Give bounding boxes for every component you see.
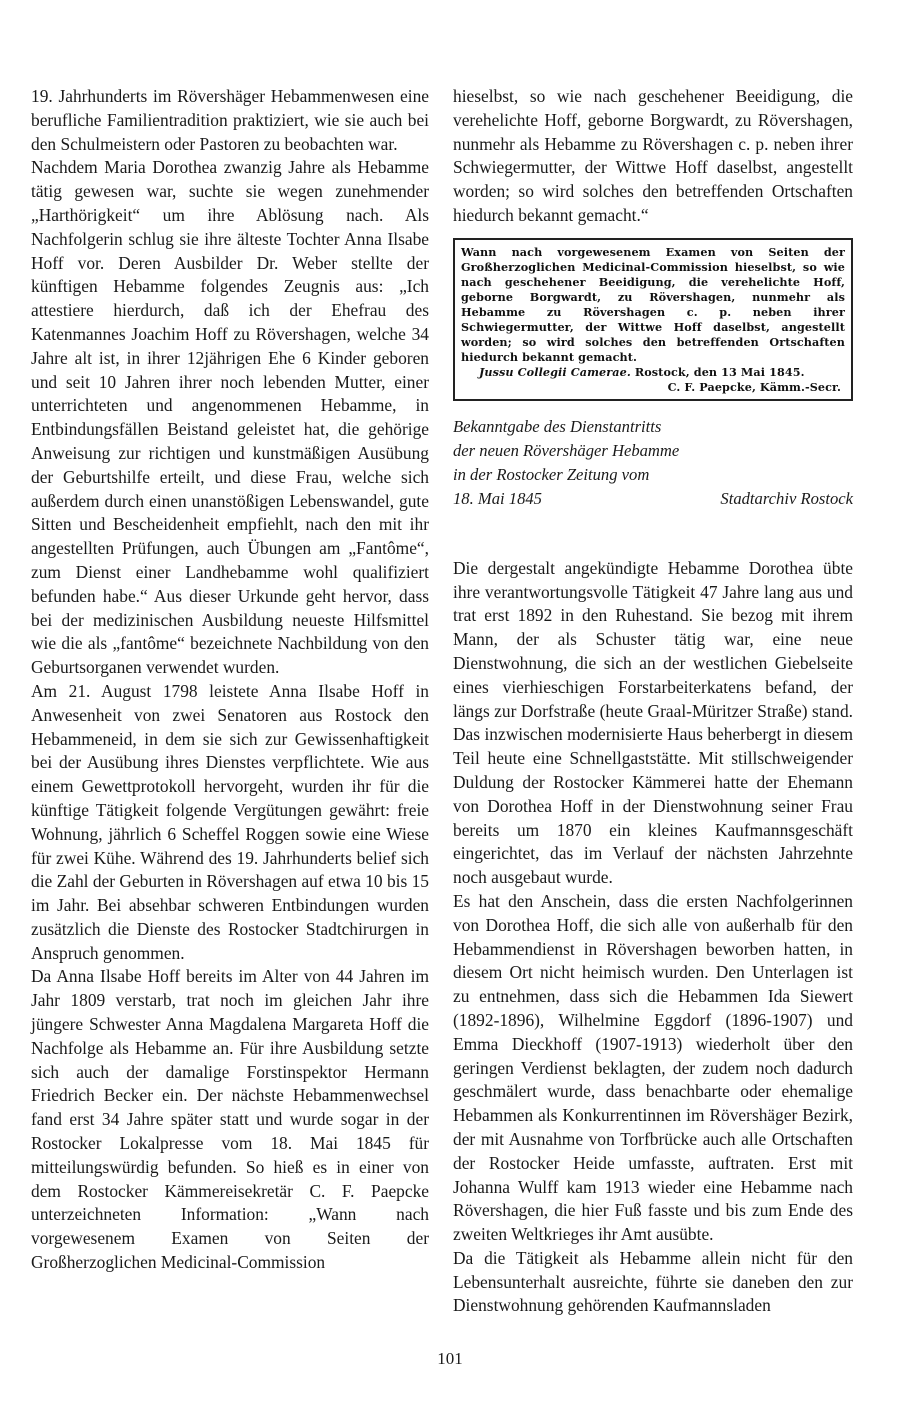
paragraph-nachfolgerinnen: Es hat den Anschein, dass die ersten Nachfolgerinnen von Dorothea Hoff, die sich alle von außerhalb für den Hebammendienst in Rövershagen beworben hatten, in diesem Ort nicht heimisch wurden. Den Unterlagen ist zu entnehmen, dass sich die Hebammen Ida Siewert (1892-1896), Wilhelmine Eggdorf (1896-1907) und Emma Dieckhoff (1907-1913) wiederholt über den geringen Verdienst beklagten, der zudem noch dadurch geschmälert wurde, dass benachbarte oder ehemalige Hebammen als Konkurrentinnen im Rövershäger Bezirk, der mit Ausnahme von Torfbrücke auch alle Ortschaften der Rostocker Heide umfasste, auftraten. Erst mit Johanna Wulff kam 1913 wieder eine Hebamme nach Rövershagen, die hier Fuß fasste und bis zum Ende des zweiten Weltkrieges ihr Amt ausübte. (453, 890, 853, 1245)
paragraph-dorothea: Die dergestalt angekündigte Hebamme Dorothea übte ihre verantwortungsvolle Tätigkeit 47 Jahre lang aus und trat erst 1892 in den Ruhestand. Sie bezog mit ihrem Mann, der als Schuster tätig war, eine neue Dienstwohnung, die sich an der westlichen Giebelseite eines vierhieschigen Forstarbeiterkatens befand, der längs zur Dorfstraße (heute Graal-Müritzer Straße) stand. Das inzwischen modernisierte Haus beherbergt in diesem Teil heute eine Schnellgaststätte. Mit stillschweigender Duldung der Rostocker Kämmerei hatte der Ehemann von Dorothea Hoff in der Dienstwohnung seiner Frau bereits um 1870 ein kleines Kaufmannsgeschäft eingerichtet, das im Verlauf der nächsten Jahrzehnte noch ausgebaut wurde. (453, 557, 853, 888)
caption-line-3: in der Rostocker Zeitung vom (453, 464, 650, 484)
left-column (31, 85, 429, 1275)
paragraph-hebammeneid: Am 21. August 1798 leistete Anna Ilsabe Hoff in Anwesenheit von zwei Senatoren aus Rostock den Hebammeneid, in dem sie sich zur Gewissenhaftigkeit bei der Ausübung ihres Dienstes verpflichtete. Wie aus einem Gewettprotokoll hervorgeht, wurden ihr für die künftige Tätigkeit folgende Vergütungen gewährt: freie Wohnung, jährlich 6 Scheffel Roggen sowie eine Wiese für zwei Kühe. Während des 19. Jahrhunderts belief sich die Zahl der Geburten in Rövershagen auf etwa 10 bis 15 im Jahr. Bei absehbar schweren Entbindungen wurden zusätzlich die Dienste des Rostocker Stadtchirurgen in Anspruch genommen. (31, 680, 429, 963)
paragraph-kaufmannsladen: Da die Tätigkeit als Hebamme allein nicht für den Lebensunterhalt ausreichte, führte sie daneben den zur Dienstwohnung gehörenden Kaufmannsladen (453, 1247, 853, 1316)
clipping-jussu: Jussu Collegii Camerae. (479, 364, 631, 379)
caption-line-1: Bekanntgabe des Dienstantritts (453, 416, 662, 436)
caption-credit: Stadtarchiv Rostock (720, 488, 853, 508)
clipping-body: Wann nach vorgewesenem Examen von Seiten der Großherzoglichen Medicinal-Commission hieselbst, so wie nach geschehener Beeidigung, die verehelichte Hoff, geborne Borgwardt, zu Rövershagen, nunmehr als Hebamme zu Rövershagen c. p. neben ihrer Schwiegermutter, der Wittwe Hoff daselbst, angestellt worden; so wird solches den betreffenden Ortschaften hiedurch bekannt gemacht. (461, 244, 845, 364)
paragraph-nachfolge: Da Anna Ilsabe Hoff bereits im Alter von 44 Jahren im Jahr 1809 verstarb, trat noch im gleichen Jahr ihre jüngere Schwester Anna Magdalena Margareta Hoff die Nachfolge als Hebamme an. Für ihre Ausbildung setzte sich auch der damalige Forstinspektor Hermann Friedrich Becker ein. Der nächste Hebammenwechsel fand erst 34 Jahre später statt und wurde sogar in der Rostocker Lokalpresse vom 18. Mai 1845 für mitteilungswürdig befunden. So hieß es in einer von dem Rostocker Kämmereisekretär C. F. Paepcke unterzeichneten Information: „Wann nach vorgewesenem Examen von Seiten der Großherzoglichen Medicinal-Commission (31, 966, 429, 1273)
right-column (453, 85, 853, 1318)
paragraph-harthoerigkeit: Nachdem Maria Dorothea zwanzig Jahre als Hebamme tätig gewesen war, suchte sie wegen zunehmender „Harthörigkeit“ um ihre Ablösung nach. Als Nachfolgerin schlug sie ihre älteste Tochter Anna Ilsabe Hoff vor. Deren Ausbilder Dr. Weber stellte der künftigen Hebamme folgendes Zeugnis aus: „Ich attestiere hierdurch, daß ich der Ehefrau des Katenmannes Joachim Hoff zu Rövershagen, welche 34 Jahre alt ist, in ihrer 12jährigen Ehe 6 Kinder geboren und seit 10 Jahren ihrer noch lebenden Mutter, einer unterrichteten und angenommenen Hebamme, in Entbindungsfällen Beistand geleistet hat, die gehörige Anweisung zur richtigen und kunstmäßigen Ausübung der Geburtshilfe erteilt, und diese Frau, welche sich außerdem durch einen unanstößigen Lebenswandel, gute Sitten und Bescheidenheit empfiehlt, nach den mit ihr angestellten Prüfungen, auch Übungen am „Fantôme“, zum Dienst einer Landhebamme wohl qualifiziert befunden habe.“ Aus dieser Urkunde geht hervor, dass bei der medizinischen Ausbildung neueste Hilfsmittel wie die als „fantôme“ bezeichnete Nachbildung von den Geburtsorganen verwendet wurden. (31, 157, 429, 678)
figure-caption (453, 415, 853, 511)
paragraph-quote-end: hieselbst, so wie nach geschehener Beeidigung, die verehelichte Hoff, geborne Borgwardt, zu Rövershagen, nunmehr als Hebamme zu Rövershagen c. p. neben ihrer Schwiegermutter, der Wittwe Hoff daselbst, angestellt worden; so wird solches den betreffenden Ortschaften hiedurch bekannt gemacht.“ (453, 86, 853, 225)
clipping-signature: C. F. Paepcke, Kämm.-Secr. (667, 379, 841, 394)
caption-date: 18. Mai 1845 (453, 488, 542, 508)
paragraph-continuation: 19. Jahrhunderts im Rövershäger Hebammenwesen eine berufliche Familientradition praktiziert, wie sie auch bei den Schulmeistern oder Pastoren zu beobachten war. (31, 86, 429, 154)
page-number: 101 (437, 1349, 463, 1368)
caption-line-2: der neuen Rövershäger Hebamme (453, 440, 680, 460)
caption-line-4 (453, 487, 853, 511)
spacer (453, 511, 853, 557)
clipping-place-date: Rostock, den 13 Mai 1845. (634, 364, 805, 379)
clipping-sign-line (461, 365, 845, 380)
newspaper-clipping (453, 238, 853, 401)
